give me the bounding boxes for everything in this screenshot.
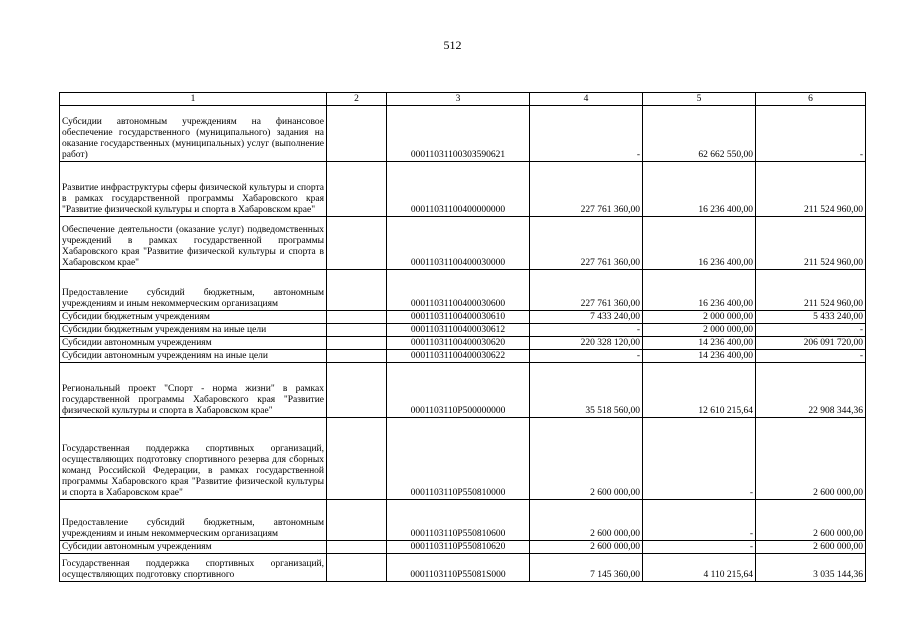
row-value-5: 12 610 215,64	[643, 363, 756, 418]
row-col2	[327, 217, 387, 270]
row-value-5: -	[643, 541, 756, 554]
row-value-5: 16 236 400,00	[643, 270, 756, 311]
row-value-6: 211 524 960,00	[756, 217, 866, 270]
row-col2	[327, 106, 387, 162]
row-code: 0001103110Р55081S000	[387, 554, 530, 582]
row-value-6: 211 524 960,00	[756, 162, 866, 217]
row-code: 00011031100400030620	[387, 337, 530, 350]
table-row	[60, 217, 866, 270]
row-value-5: 16 236 400,00	[643, 162, 756, 217]
row-col2	[327, 162, 387, 217]
row-code: 00011031100400030000	[387, 217, 530, 270]
column-header: 5	[643, 93, 756, 106]
column-header: 1	[60, 93, 327, 106]
row-code: 00011031100400030612	[387, 324, 530, 337]
row-name: Субсидии автономным учреждениям на финансовое обеспечение государственного (муниципального) задания на оказание государственных (муниципальных) услуг (выполнение работ)	[60, 106, 327, 162]
row-code: 00011031100400000000	[387, 162, 530, 217]
row-value-5: 14 236 400,00	[643, 350, 756, 363]
row-col2	[327, 270, 387, 311]
table-header-row	[60, 93, 866, 106]
row-value-4: 7 145 360,00	[530, 554, 643, 582]
row-name: Субсидии автономным учреждениям	[60, 541, 327, 554]
row-value-6: 3 035 144,36	[756, 554, 866, 582]
row-code: 00011031100400030610	[387, 311, 530, 324]
row-value-5: 62 662 550,00	[643, 106, 756, 162]
row-value-6: 211 524 960,00	[756, 270, 866, 311]
row-value-4: 7 433 240,00	[530, 311, 643, 324]
row-col2	[327, 350, 387, 363]
table-row	[60, 500, 866, 541]
row-value-5: -	[643, 418, 756, 500]
row-value-6: -	[756, 324, 866, 337]
row-col2	[327, 324, 387, 337]
row-value-6: 2 600 000,00	[756, 418, 866, 500]
row-name: Региональный проект "Спорт - норма жизни" в рамках государственной программы Хабаровского края "Развитие физической культуры и спорта в Хабаровском крае"	[60, 363, 327, 418]
table-row	[60, 541, 866, 554]
row-value-5: 2 000 000,00	[643, 324, 756, 337]
row-value-5: 4 110 215,64	[643, 554, 756, 582]
row-value-6: 2 600 000,00	[756, 500, 866, 541]
row-value-4: 2 600 000,00	[530, 500, 643, 541]
row-col2	[327, 363, 387, 418]
row-code: 0001103110030З590621	[387, 106, 530, 162]
row-value-6: 5 433 240,00	[756, 311, 866, 324]
row-value-4: -	[530, 106, 643, 162]
row-code: 0001103110Р550810600	[387, 500, 530, 541]
row-name: Обеспечение деятельности (оказание услуг) подведомственных учреждений в рамках государственной программы Хабаровского края "Развитие физической культуры и спорта в Хабаровском крае"	[60, 217, 327, 270]
row-value-4: 35 518 560,00	[530, 363, 643, 418]
table-row	[60, 311, 866, 324]
row-name: Государственная поддержка спортивных организаций, осуществляющих подготовку спортивного резерва для сборных команд Российской Федерации, в рамках государственной программы Хабаровского края "Развитие физической культуры и спорта в Хабаровском крае"	[60, 418, 327, 500]
column-header: 6	[756, 93, 866, 106]
table-row	[60, 554, 866, 582]
row-value-5: 2 000 000,00	[643, 311, 756, 324]
table-row	[60, 270, 866, 311]
table-row	[60, 350, 866, 363]
row-name: Субсидии бюджетным учреждениям	[60, 311, 327, 324]
row-col2	[327, 500, 387, 541]
table-row	[60, 162, 866, 217]
row-col2	[327, 541, 387, 554]
row-name: Субсидии автономным учреждениям	[60, 337, 327, 350]
row-value-4: -	[530, 350, 643, 363]
row-value-4: 220 328 120,00	[530, 337, 643, 350]
row-value-6: 2 600 000,00	[756, 541, 866, 554]
row-name: Субсидии автономным учреждениям на иные цели	[60, 350, 327, 363]
column-header: 2	[327, 93, 387, 106]
row-value-6: 22 908 344,36	[756, 363, 866, 418]
row-col2	[327, 418, 387, 500]
column-header: 4	[530, 93, 643, 106]
row-name: Государственная поддержка спортивных организаций, осуществляющих подготовку спортивного	[60, 554, 327, 582]
table-row	[60, 106, 866, 162]
row-value-4: 2 600 000,00	[530, 541, 643, 554]
row-code: 0001103110Р500000000	[387, 363, 530, 418]
row-value-4: 227 761 360,00	[530, 162, 643, 217]
row-value-4: 227 761 360,00	[530, 270, 643, 311]
row-name: Предоставление субсидий бюджетным, автономным учреждениям и иным некоммерческим организациям	[60, 270, 327, 311]
row-code: 0001103110Р550810000	[387, 418, 530, 500]
row-col2	[327, 311, 387, 324]
row-name: Предоставление субсидий бюджетным, автономным учреждениям и иным некоммерческим организациям	[60, 500, 327, 541]
table-row	[60, 324, 866, 337]
row-name: Субсидии бюджетным учреждениям на иные цели	[60, 324, 327, 337]
column-header: 3	[387, 93, 530, 106]
row-value-6: -	[756, 106, 866, 162]
row-value-6: -	[756, 350, 866, 363]
row-value-4: 227 761 360,00	[530, 217, 643, 270]
row-name: Развитие инфраструктуры сферы физической культуры и спорта в рамках государственной программы Хабаровского края "Развитие физической культуры и спорта в Хабаровском крае"	[60, 162, 327, 217]
row-code: 00011031100400030622	[387, 350, 530, 363]
page-number: 512	[443, 38, 462, 52]
row-value-5: 16 236 400,00	[643, 217, 756, 270]
row-value-5: 14 236 400,00	[643, 337, 756, 350]
budget-table	[59, 92, 866, 582]
row-value-6: 206 091 720,00	[756, 337, 866, 350]
table-row	[60, 363, 866, 418]
table-row	[60, 337, 866, 350]
row-code: 00011031100400030600	[387, 270, 530, 311]
row-value-4: 2 600 000,00	[530, 418, 643, 500]
row-value-5: -	[643, 500, 756, 541]
row-col2	[327, 554, 387, 582]
row-code: 0001103110Р550810620	[387, 541, 530, 554]
row-col2	[327, 337, 387, 350]
row-value-4: -	[530, 324, 643, 337]
table-row	[60, 418, 866, 500]
